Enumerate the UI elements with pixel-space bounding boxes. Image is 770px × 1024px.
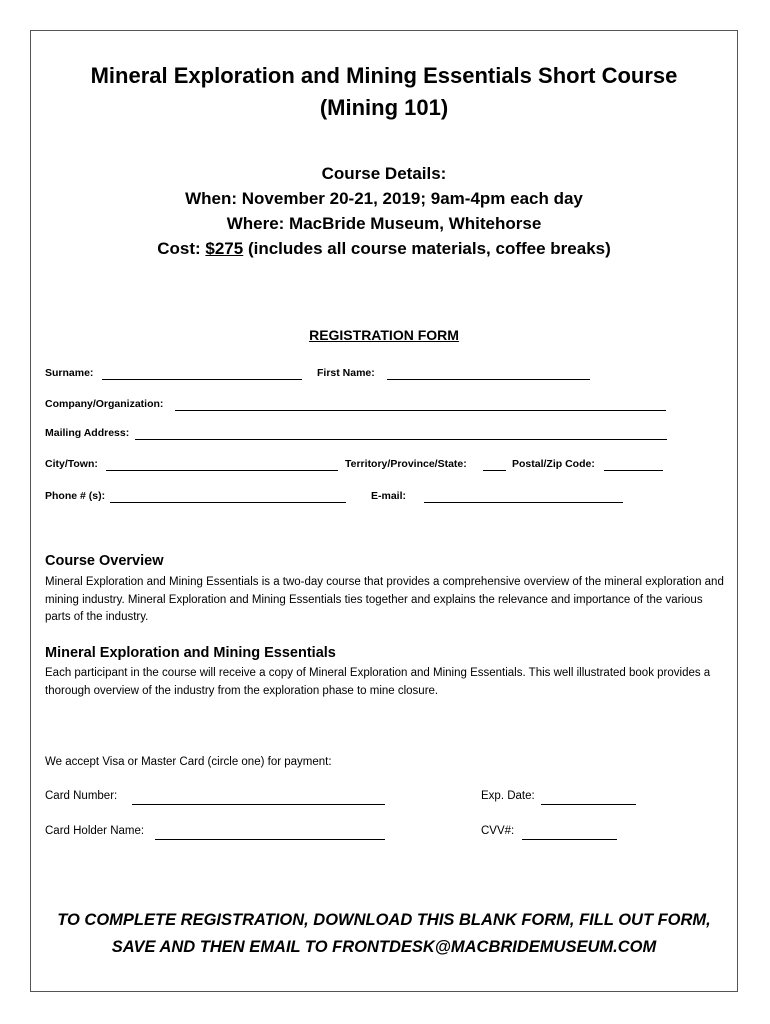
details-heading: Course Details: (321, 164, 447, 183)
title-line-1: Mineral Exploration and Mining Essentials Short Course (90, 63, 678, 88)
cost-amount: $275 (205, 239, 244, 258)
overview-text: Mineral Exploration and Mining Essentials is a two-day course that provides a comprehensive overview of the mineral exploration and mining industry. Mineral Exploration and Mining Essentials ties together and explains the relevance and importance of the various parts of the industry. (45, 576, 724, 623)
phone-label: Phone # (s): (45, 490, 106, 502)
territory-field[interactable] (483, 470, 506, 471)
course-details (30, 161, 738, 261)
cost-note: (includes all course materials, coffee breaks) (247, 239, 611, 258)
postal-label: Postal/Zip Code: (512, 458, 595, 470)
company-field[interactable] (175, 410, 666, 411)
payment-intro: We accept Visa or Master Card (circle one) for payment: (45, 756, 332, 768)
city-field[interactable] (106, 470, 338, 471)
email-label: E-mail: (371, 490, 407, 502)
title-line-2: (Mining 101) (319, 95, 449, 120)
exp-date-label: Exp. Date: (481, 790, 535, 802)
overview-heading: Course Overview (45, 553, 164, 569)
first-name-field[interactable] (387, 379, 590, 380)
first-name-label: First Name: (317, 367, 375, 379)
company-label: Company/Organization: (45, 398, 164, 410)
book-heading: Mineral Exploration and Mining Essentials (45, 645, 336, 661)
cvv-label: CVV#: (481, 825, 515, 837)
registration-heading: REGISTRATION FORM (309, 327, 459, 343)
cost-label: Cost: (157, 239, 201, 258)
exp-date-field[interactable] (541, 804, 636, 805)
postal-field[interactable] (604, 470, 663, 471)
surname-field[interactable] (102, 379, 302, 380)
page-title (30, 60, 738, 124)
footer-line-1: TO COMPLETE REGISTRATION, DOWNLOAD THIS BLANK FORM, FILL OUT FORM, (57, 911, 711, 929)
details-cost (30, 236, 738, 261)
card-number-field[interactable] (132, 804, 385, 805)
phone-field[interactable] (110, 502, 346, 503)
surname-label: Surname: (45, 367, 94, 379)
mailing-label: Mailing Address: (45, 427, 130, 439)
cvv-field[interactable] (522, 839, 617, 840)
footer-instructions (30, 907, 738, 961)
footer-line-2: SAVE AND THEN EMAIL TO FRONTDESK@MACBRIDEMUSEUM.COM (111, 938, 657, 956)
card-number-label: Card Number: (45, 790, 118, 802)
card-holder-field[interactable] (155, 839, 385, 840)
card-holder-label: Card Holder Name: (45, 825, 145, 837)
details-when: When: November 20-21, 2019; 9am-4pm each day (185, 189, 583, 208)
city-label: City/Town: (45, 458, 98, 470)
mailing-field[interactable] (135, 439, 667, 440)
email-field[interactable] (424, 502, 623, 503)
book-text: Each participant in the course will receive a copy of Mineral Exploration and Mining Essentials. This well illustrated book provides a thorough overview of the industry from the exploration phase to mine closure. (45, 667, 711, 697)
territory-label: Territory/Province/State: (345, 458, 467, 470)
details-where: Where: MacBride Museum, Whitehorse (226, 214, 542, 233)
